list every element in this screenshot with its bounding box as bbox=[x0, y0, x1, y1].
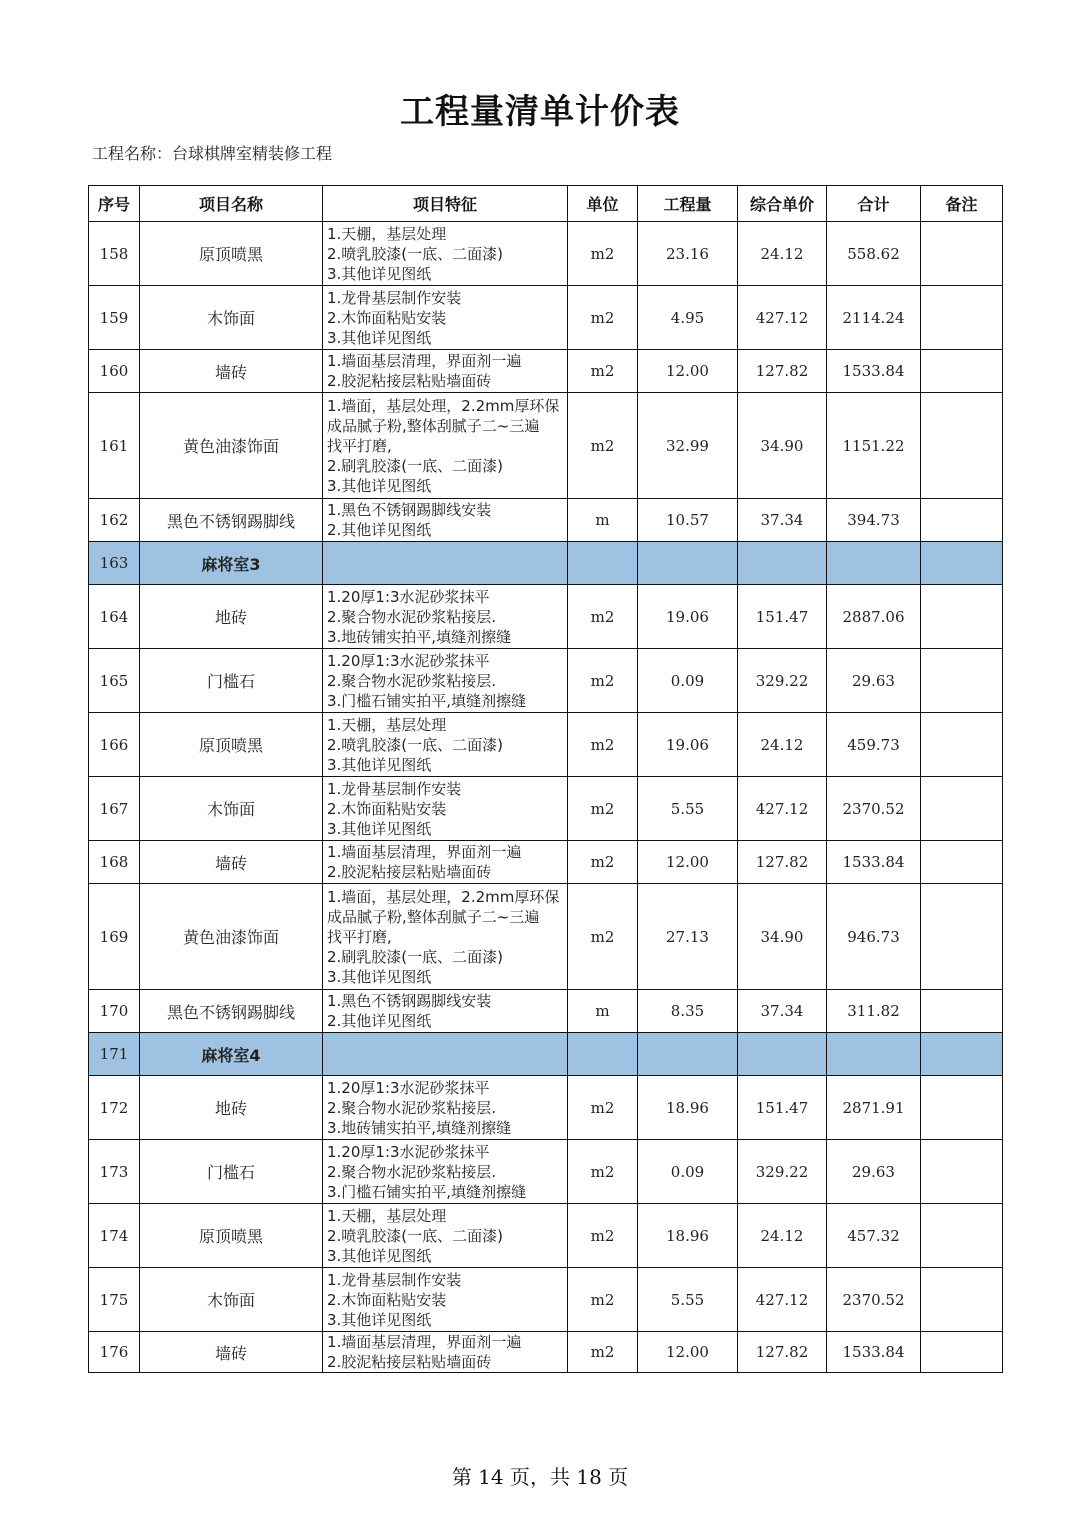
header-unit-price: 综合单价 bbox=[738, 186, 827, 222]
feature-line: 2.聚合物水泥砂浆粘接层. bbox=[327, 1098, 497, 1117]
feature-line: 1.20厚1:3水泥砂浆抹平 bbox=[327, 651, 490, 670]
feature-line: 2.木饰面粘贴安装 bbox=[327, 308, 447, 327]
cell-no: 162 bbox=[89, 499, 140, 542]
cell-features bbox=[323, 884, 568, 990]
cell-unit: m bbox=[568, 990, 638, 1033]
cell-total: 2887.06 bbox=[827, 585, 921, 649]
feature-line: 1.天棚，基层处理 bbox=[327, 224, 447, 243]
table-row bbox=[89, 713, 1003, 777]
header-row bbox=[89, 186, 1003, 222]
cell-unit-price: 329.22 bbox=[738, 649, 827, 713]
table-row bbox=[89, 841, 1003, 884]
cell-total: 2114.24 bbox=[827, 286, 921, 350]
cell-unit-price: 37.34 bbox=[738, 990, 827, 1033]
cell-features bbox=[323, 1140, 568, 1204]
cell-note bbox=[921, 1033, 1003, 1076]
cell-note bbox=[921, 990, 1003, 1033]
feature-line: 找平打磨, bbox=[327, 436, 392, 455]
cell-item-name: 木饰面 bbox=[140, 1268, 323, 1332]
feature-line: 2.喷乳胶漆(一底、二面漆) bbox=[327, 735, 504, 754]
table-row bbox=[89, 990, 1003, 1033]
cell-unit: m2 bbox=[568, 777, 638, 841]
table-row bbox=[89, 777, 1003, 841]
cell-total: 2370.52 bbox=[827, 1268, 921, 1332]
cell-total: 459.73 bbox=[827, 713, 921, 777]
cell-unit: m bbox=[568, 499, 638, 542]
cell-total bbox=[827, 542, 921, 585]
cell-unit: m2 bbox=[568, 1268, 638, 1332]
cell-unit: m2 bbox=[568, 393, 638, 499]
cell-item-name: 墙砖 bbox=[140, 1332, 323, 1373]
feature-line: 3.其他详见图纸 bbox=[327, 264, 432, 283]
feature-line: 3.门槛石铺实拍平,填缝剂擦缝 bbox=[327, 1182, 527, 1201]
cell-total: 1151.22 bbox=[827, 393, 921, 499]
feature-line: 1.黑色不锈钢踢脚线安装 bbox=[327, 992, 492, 1010]
feature-line: 3.其他详见图纸 bbox=[327, 819, 432, 838]
cell-features bbox=[323, 1268, 568, 1332]
cell-quantity bbox=[638, 1033, 738, 1076]
cell-features bbox=[323, 542, 568, 585]
cell-quantity: 12.00 bbox=[638, 841, 738, 884]
cell-total: 394.73 bbox=[827, 499, 921, 542]
cell-item-name: 地砖 bbox=[140, 1076, 323, 1140]
feature-line: 1.天棚，基层处理 bbox=[327, 715, 447, 734]
cell-no: 168 bbox=[89, 841, 140, 884]
cell-unit: m2 bbox=[568, 713, 638, 777]
feature-line: 2.喷乳胶漆(一底、二面漆) bbox=[327, 1226, 504, 1245]
cell-features bbox=[323, 350, 568, 393]
feature-line: 3.其他详见图纸 bbox=[327, 967, 432, 986]
cell-unit: m2 bbox=[568, 1076, 638, 1140]
cell-no: 160 bbox=[89, 350, 140, 393]
cell-item-name: 墙砖 bbox=[140, 841, 323, 884]
cell-unit: m2 bbox=[568, 350, 638, 393]
cell-total bbox=[827, 1033, 921, 1076]
feature-line: 2.喷乳胶漆(一底、二面漆) bbox=[327, 244, 504, 263]
header-total: 合计 bbox=[827, 186, 921, 222]
feature-line: 2.胶泥粘接层粘贴墙面砖 bbox=[327, 372, 492, 390]
table-row bbox=[89, 1204, 1003, 1268]
section-row bbox=[89, 1033, 1003, 1076]
cell-item-name: 门槛石 bbox=[140, 649, 323, 713]
cell-unit: m2 bbox=[568, 222, 638, 286]
feature-line: 1.天棚，基层处理 bbox=[327, 1206, 447, 1225]
cell-features bbox=[323, 1033, 568, 1076]
cell-unit-price: 34.90 bbox=[738, 393, 827, 499]
cell-note bbox=[921, 1076, 1003, 1140]
table-row bbox=[89, 222, 1003, 286]
feature-line: 1.20厚1:3水泥砂浆抹平 bbox=[327, 587, 490, 606]
cell-total: 1533.84 bbox=[827, 350, 921, 393]
table-body bbox=[89, 222, 1003, 1373]
cell-features bbox=[323, 585, 568, 649]
feature-line: 2.胶泥粘接层粘贴墙面砖 bbox=[327, 863, 492, 881]
cell-quantity: 19.06 bbox=[638, 713, 738, 777]
feature-line: 1.墙面基层清理，界面剂一遍 bbox=[327, 352, 522, 370]
cell-note bbox=[921, 1140, 1003, 1204]
cell-note bbox=[921, 286, 1003, 350]
cell-no: 174 bbox=[89, 1204, 140, 1268]
cell-quantity: 5.55 bbox=[638, 777, 738, 841]
cell-note bbox=[921, 542, 1003, 585]
table-row bbox=[89, 649, 1003, 713]
cell-note bbox=[921, 713, 1003, 777]
cell-note bbox=[921, 841, 1003, 884]
cell-note bbox=[921, 222, 1003, 286]
cell-unit bbox=[568, 542, 638, 585]
cell-note bbox=[921, 1332, 1003, 1373]
cell-no: 159 bbox=[89, 286, 140, 350]
cell-features bbox=[323, 499, 568, 542]
cell-unit-price: 24.12 bbox=[738, 713, 827, 777]
cell-total: 29.63 bbox=[827, 1140, 921, 1204]
cell-features bbox=[323, 1204, 568, 1268]
cell-unit bbox=[568, 1033, 638, 1076]
cell-item-name: 黄色油漆饰面 bbox=[140, 393, 323, 499]
feature-line: 1.墙面基层清理，界面剂一遍 bbox=[327, 1333, 522, 1351]
cell-features bbox=[323, 1076, 568, 1140]
cell-no: 173 bbox=[89, 1140, 140, 1204]
cell-total: 1533.84 bbox=[827, 841, 921, 884]
cell-note bbox=[921, 585, 1003, 649]
cell-quantity: 12.00 bbox=[638, 350, 738, 393]
cell-quantity: 23.16 bbox=[638, 222, 738, 286]
feature-line: 3.地砖铺实拍平,填缝剂擦缝 bbox=[327, 627, 512, 646]
cell-unit: m2 bbox=[568, 1332, 638, 1373]
cell-quantity: 5.55 bbox=[638, 1268, 738, 1332]
cell-quantity: 0.09 bbox=[638, 1140, 738, 1204]
feature-line: 2.其他详见图纸 bbox=[327, 1012, 432, 1030]
table-row bbox=[89, 1268, 1003, 1332]
cell-no: 171 bbox=[89, 1033, 140, 1076]
feature-line: 3.其他详见图纸 bbox=[327, 1310, 432, 1329]
cell-note bbox=[921, 884, 1003, 990]
cell-item-name: 地砖 bbox=[140, 585, 323, 649]
cell-no: 172 bbox=[89, 1076, 140, 1140]
table-row bbox=[89, 393, 1003, 499]
cell-note bbox=[921, 350, 1003, 393]
cell-total: 558.62 bbox=[827, 222, 921, 286]
cell-quantity: 32.99 bbox=[638, 393, 738, 499]
cell-item-name: 木饰面 bbox=[140, 286, 323, 350]
feature-line: 3.地砖铺实拍平,填缝剂擦缝 bbox=[327, 1118, 512, 1137]
header-quantity: 工程量 bbox=[638, 186, 738, 222]
feature-line: 1.20厚1:3水泥砂浆抹平 bbox=[327, 1078, 490, 1097]
cell-no: 169 bbox=[89, 884, 140, 990]
cell-note bbox=[921, 1204, 1003, 1268]
cell-total: 2370.52 bbox=[827, 777, 921, 841]
header-features: 项目特征 bbox=[323, 186, 568, 222]
cell-note bbox=[921, 777, 1003, 841]
cell-no: 161 bbox=[89, 393, 140, 499]
cell-total: 946.73 bbox=[827, 884, 921, 990]
cell-note bbox=[921, 393, 1003, 499]
cell-quantity: 10.57 bbox=[638, 499, 738, 542]
feature-line: 成品腻子粉,整体刮腻子二~三遍 bbox=[327, 416, 540, 435]
cell-note bbox=[921, 649, 1003, 713]
cell-item-name: 麻将室4 bbox=[140, 1033, 323, 1076]
cell-unit-price bbox=[738, 542, 827, 585]
cell-features bbox=[323, 1332, 568, 1373]
cell-unit-price: 127.82 bbox=[738, 1332, 827, 1373]
cell-no: 170 bbox=[89, 990, 140, 1033]
table-row bbox=[89, 1140, 1003, 1204]
cell-unit-price: 427.12 bbox=[738, 777, 827, 841]
feature-line: 3.门槛石铺实拍平,填缝剂擦缝 bbox=[327, 691, 527, 710]
cell-item-name: 原顶喷黑 bbox=[140, 1204, 323, 1268]
table-row bbox=[89, 1332, 1003, 1373]
cell-unit: m2 bbox=[568, 1140, 638, 1204]
cell-total: 29.63 bbox=[827, 649, 921, 713]
feature-line: 2.刷乳胶漆(一底、二面漆) bbox=[327, 456, 504, 475]
feature-line: 成品腻子粉,整体刮腻子二~三遍 bbox=[327, 907, 540, 926]
cell-total: 1533.84 bbox=[827, 1332, 921, 1373]
cell-no: 167 bbox=[89, 777, 140, 841]
cell-features bbox=[323, 713, 568, 777]
feature-line: 1.黑色不锈钢踢脚线安装 bbox=[327, 501, 492, 519]
feature-line: 2.胶泥粘接层粘贴墙面砖 bbox=[327, 1353, 492, 1371]
cell-unit-price: 427.12 bbox=[738, 286, 827, 350]
table-row bbox=[89, 286, 1003, 350]
cell-no: 158 bbox=[89, 222, 140, 286]
cell-no: 163 bbox=[89, 542, 140, 585]
cell-unit: m2 bbox=[568, 585, 638, 649]
cell-quantity: 4.95 bbox=[638, 286, 738, 350]
cell-unit-price: 151.47 bbox=[738, 585, 827, 649]
cell-note bbox=[921, 499, 1003, 542]
cell-unit: m2 bbox=[568, 841, 638, 884]
cell-features bbox=[323, 393, 568, 499]
feature-line: 1.墙面基层清理，界面剂一遍 bbox=[327, 843, 522, 861]
header-item-name: 项目名称 bbox=[140, 186, 323, 222]
cell-features bbox=[323, 649, 568, 713]
feature-line: 2.其他详见图纸 bbox=[327, 521, 432, 539]
cell-item-name: 墙砖 bbox=[140, 350, 323, 393]
cell-item-name: 原顶喷黑 bbox=[140, 713, 323, 777]
cell-unit-price: 24.12 bbox=[738, 222, 827, 286]
table-row bbox=[89, 1076, 1003, 1140]
feature-line: 3.其他详见图纸 bbox=[327, 755, 432, 774]
feature-line: 3.其他详见图纸 bbox=[327, 1246, 432, 1265]
cell-no: 165 bbox=[89, 649, 140, 713]
feature-line: 2.聚合物水泥砂浆粘接层. bbox=[327, 607, 497, 626]
header-unit: 单位 bbox=[568, 186, 638, 222]
table-row bbox=[89, 350, 1003, 393]
cell-features bbox=[323, 222, 568, 286]
cell-note bbox=[921, 1268, 1003, 1332]
feature-line: 1.龙骨基层制作安装 bbox=[327, 779, 462, 798]
cell-features bbox=[323, 777, 568, 841]
cell-quantity: 27.13 bbox=[638, 884, 738, 990]
feature-line: 3.其他详见图纸 bbox=[327, 476, 432, 495]
cell-item-name: 黑色不锈钢踢脚线 bbox=[140, 990, 323, 1033]
cell-unit-price: 24.12 bbox=[738, 1204, 827, 1268]
feature-line: 找平打磨, bbox=[327, 927, 392, 946]
cell-features bbox=[323, 841, 568, 884]
feature-line: 1.墙面，基层处理，2.2mm厚环保 bbox=[327, 887, 560, 906]
cell-unit-price: 127.82 bbox=[738, 350, 827, 393]
cell-no: 166 bbox=[89, 713, 140, 777]
cell-item-name: 木饰面 bbox=[140, 777, 323, 841]
cell-total: 2871.91 bbox=[827, 1076, 921, 1140]
cell-item-name: 门槛石 bbox=[140, 1140, 323, 1204]
feature-line: 1.墙面，基层处理，2.2mm厚环保 bbox=[327, 396, 560, 415]
cell-quantity: 8.35 bbox=[638, 990, 738, 1033]
cell-no: 176 bbox=[89, 1332, 140, 1373]
cell-unit: m2 bbox=[568, 884, 638, 990]
feature-line: 1.龙骨基层制作安装 bbox=[327, 288, 462, 307]
cell-no: 175 bbox=[89, 1268, 140, 1332]
cell-quantity: 19.06 bbox=[638, 585, 738, 649]
cell-features bbox=[323, 990, 568, 1033]
cell-quantity bbox=[638, 542, 738, 585]
cell-unit-price bbox=[738, 1033, 827, 1076]
cell-features bbox=[323, 286, 568, 350]
feature-line: 3.其他详见图纸 bbox=[327, 328, 432, 347]
cell-unit-price: 37.34 bbox=[738, 499, 827, 542]
feature-line: 2.聚合物水泥砂浆粘接层. bbox=[327, 1162, 497, 1181]
project-name: 工程名称：台球棋牌室精装修工程 bbox=[92, 144, 333, 163]
cell-total: 457.32 bbox=[827, 1204, 921, 1268]
feature-line: 2.木饰面粘贴安装 bbox=[327, 799, 447, 818]
cell-unit-price: 427.12 bbox=[738, 1268, 827, 1332]
page-footer: 第 14 页，共 18 页 bbox=[451, 1465, 629, 1489]
cell-unit-price: 151.47 bbox=[738, 1076, 827, 1140]
header-note: 备注 bbox=[921, 186, 1003, 222]
cell-unit-price: 329.22 bbox=[738, 1140, 827, 1204]
header-no: 序号 bbox=[89, 186, 140, 222]
cell-unit-price: 34.90 bbox=[738, 884, 827, 990]
feature-line: 2.刷乳胶漆(一底、二面漆) bbox=[327, 947, 504, 966]
feature-line: 1.龙骨基层制作安装 bbox=[327, 1270, 462, 1289]
cell-item-name: 麻将室3 bbox=[140, 542, 323, 585]
section-row bbox=[89, 542, 1003, 585]
cell-unit-price: 127.82 bbox=[738, 841, 827, 884]
cell-quantity: 0.09 bbox=[638, 649, 738, 713]
cell-unit: m2 bbox=[568, 649, 638, 713]
cell-total: 311.82 bbox=[827, 990, 921, 1033]
table-row bbox=[89, 499, 1003, 542]
cell-quantity: 18.96 bbox=[638, 1076, 738, 1140]
cell-item-name: 黄色油漆饰面 bbox=[140, 884, 323, 990]
feature-line: 2.聚合物水泥砂浆粘接层. bbox=[327, 671, 497, 690]
cell-no: 164 bbox=[89, 585, 140, 649]
cell-unit: m2 bbox=[568, 286, 638, 350]
feature-line: 1.20厚1:3水泥砂浆抹平 bbox=[327, 1142, 490, 1161]
cell-unit: m2 bbox=[568, 1204, 638, 1268]
cell-item-name: 原顶喷黑 bbox=[140, 222, 323, 286]
bill-of-quantities-table bbox=[88, 185, 1003, 1373]
cell-item-name: 黑色不锈钢踢脚线 bbox=[140, 499, 323, 542]
cell-quantity: 12.00 bbox=[638, 1332, 738, 1373]
table-row bbox=[89, 585, 1003, 649]
feature-line: 2.木饰面粘贴安装 bbox=[327, 1290, 447, 1309]
table-row bbox=[89, 884, 1003, 990]
page-title: 工程量清单计价表 bbox=[400, 92, 680, 132]
cell-quantity: 18.96 bbox=[638, 1204, 738, 1268]
